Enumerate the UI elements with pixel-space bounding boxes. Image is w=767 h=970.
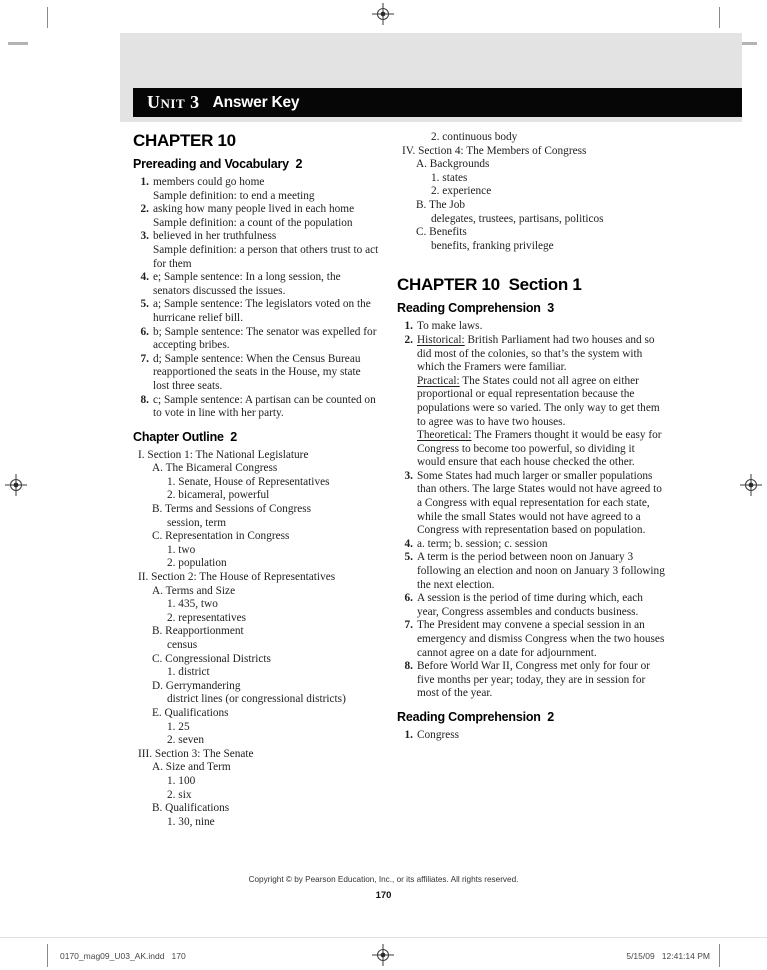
answer-item (397, 551, 665, 592)
answer-segment: Before World War II, Congress met only for four or five months per year; today, they are in session for most of the year. (417, 660, 651, 700)
answer-line (417, 729, 665, 743)
answer-segment: c; Sample sentence: A partisan can be counted on to vote in line with her party. (153, 393, 376, 420)
chapter-heading: CHAPTER 10 (133, 131, 236, 150)
answer-text (153, 326, 379, 353)
answer-item (133, 353, 379, 394)
outline-line: D. Gerrymandering (152, 679, 241, 692)
answer-item (397, 660, 665, 701)
outline-line: II. Section 2: The House of Representatives (138, 571, 336, 584)
answer-text (153, 271, 379, 298)
answer-number: 8. (140, 393, 149, 406)
answer-item (397, 470, 665, 538)
slug-datetime: 5/15/09 12:41:14 PM (626, 951, 710, 961)
answer-text (153, 353, 379, 394)
slug-divider (0, 937, 767, 938)
outline-line: III. Section 3: The Senate (138, 747, 254, 760)
answer-segment: Some States had much larger or smaller populations than others. The large States would not have agreed to a Congress with equal representation for each state, while the small States would not have agreed to a Congress with representation based on population. (417, 469, 662, 537)
answer-key-content (133, 131, 665, 829)
answer-number: 1. (140, 176, 149, 188)
answer-number: 6. (140, 325, 149, 338)
answer-line (153, 190, 379, 204)
crop-mark-bottom-right (719, 944, 720, 967)
answer-item (397, 619, 665, 660)
answer-line (153, 230, 379, 244)
answer-number: 7. (140, 352, 149, 365)
outline-line: 1. district (167, 666, 210, 679)
crop-dash-left (8, 42, 28, 45)
answer-number: 4. (140, 271, 149, 284)
outline-line: census (167, 639, 198, 651)
answer-line (417, 538, 665, 552)
outline-line: B. Reapportionment (152, 625, 244, 638)
chapter-heading: CHAPTER 10 Section 1 (397, 275, 582, 295)
answer-segment: d; Sample sentence: When the Census Bureau reapportioned the seats in the House, my state lost three seats. (153, 352, 361, 392)
outline-line: benefits, franking privilege (431, 239, 554, 252)
answer-number: 1. (404, 320, 413, 333)
answer-list (397, 320, 665, 701)
outline-line: 1. 25 (167, 720, 190, 733)
answer-line (417, 551, 665, 592)
outline-line: 2. population (167, 557, 227, 570)
outline-line: C. Benefits (416, 226, 467, 239)
outline-line: 1. two (167, 543, 196, 556)
answer-list (133, 176, 379, 421)
answer-number: 3. (140, 230, 149, 243)
answer-segment: Sample definition: to end a meeting (153, 189, 315, 202)
answer-item (133, 326, 379, 353)
answer-line (417, 334, 665, 375)
column-left (133, 131, 379, 829)
answer-line (417, 660, 665, 701)
answer-segment: believed in her truthfulness (153, 230, 277, 243)
answer-item (133, 271, 379, 298)
answer-number: 5. (404, 551, 413, 564)
answer-segment: asking how many people lived in each home (153, 203, 355, 216)
copyright-line: Copyright © by Pearson Education, Inc., or its affiliates. All rights reserved. (248, 875, 519, 884)
answer-segment: Practical: (417, 374, 460, 387)
answer-segment: A term is the period between noon on January 3 following an election and noon on January 3 following the next election. (417, 551, 665, 591)
answer-item (397, 320, 665, 334)
answer-line (417, 619, 665, 660)
outline-line: session, term (167, 516, 226, 529)
section-heading: Chapter Outline 2 (133, 429, 238, 444)
answer-line (153, 271, 379, 298)
page-number: 170 (375, 890, 392, 901)
outline-line: 1. Senate, House of Representatives (167, 475, 330, 488)
outline-block (133, 449, 379, 830)
outline-line: 2. seven (167, 734, 205, 747)
answer-item (133, 176, 379, 203)
outline-line: 2. representatives (167, 611, 247, 624)
answer-list (397, 729, 665, 743)
outline-line: E. Qualifications (152, 706, 229, 719)
outline-line: 1. states (431, 171, 468, 184)
outline-block (397, 131, 665, 253)
slug-filename: 0170_mag09_U03_AK.indd 170 (60, 951, 186, 961)
answer-number: 1. (404, 728, 413, 741)
answer-text (153, 394, 379, 421)
answer-line (153, 244, 379, 271)
answer-segment: The States could not all agree on either proportional or equal representation because the populations were so varied. The only way to get them to agree was to have two houses. (417, 374, 660, 428)
answer-line (153, 176, 379, 190)
answer-number: 8. (404, 660, 413, 673)
outline-line: I. Section 1: The National Legislature (138, 448, 309, 461)
answer-segment: e; Sample sentence: In a long session, the senators discussed the issues. (153, 271, 341, 297)
outline-line: 1. 435, two (167, 598, 218, 611)
answer-text (153, 203, 379, 230)
answer-segment: Historical: (417, 333, 465, 346)
outline-line: 2. bicameral, powerful (167, 489, 270, 502)
answer-item (133, 230, 379, 271)
answer-segment: Sample definition: a count of the population (153, 216, 353, 229)
answer-number: 5. (140, 298, 149, 311)
answer-line (153, 217, 379, 231)
unit-banner (133, 88, 742, 117)
answer-item (397, 538, 665, 552)
outline-line: C. Congressional Districts (152, 652, 271, 665)
answer-item (133, 394, 379, 421)
answer-line (153, 394, 379, 421)
answer-number: 2. (140, 203, 149, 216)
answer-line (153, 298, 379, 325)
answer-segment: Congress (417, 728, 460, 741)
answer-segment: Theoretical: (417, 429, 472, 442)
answer-text (417, 729, 665, 743)
column-right (397, 131, 665, 829)
answer-number: 6. (404, 592, 413, 605)
answer-segment: A session is the period of time during which, each year, Congress assembles and conducts business. (417, 592, 643, 618)
answer-text (417, 470, 665, 538)
outline-line: 1. 100 (167, 774, 196, 787)
answer-segment: Sample definition: a person that others trust to act for them (153, 243, 379, 270)
registration-mark-icon (740, 474, 762, 496)
answer-line (153, 353, 379, 394)
answer-text (153, 230, 379, 271)
answer-segment: members could go home (153, 176, 265, 188)
outline-line: 1. 30, nine (167, 815, 215, 828)
answer-item (133, 203, 379, 230)
outline-line: B. The Job (416, 198, 466, 211)
crop-mark-top-left (47, 7, 48, 28)
outline-line: A. The Bicameral Congress (152, 462, 278, 475)
outline-line: IV. Section 4: The Members of Congress (402, 144, 587, 157)
answer-item (397, 592, 665, 619)
answer-item (397, 334, 665, 470)
answer-item (133, 298, 379, 325)
answer-text (417, 320, 665, 334)
outline-line: A. Terms and Size (152, 584, 236, 597)
answer-segment: British Parliament had two houses and so did most of the colonies, so that’s the system with which the Framers were familiar. (417, 333, 655, 374)
answer-line (153, 203, 379, 217)
answer-number: 4. (404, 537, 413, 550)
answer-line (417, 320, 665, 334)
crop-mark-top-right (719, 7, 720, 28)
answer-item (397, 729, 665, 743)
outline-line: B. Terms and Sessions of Congress (152, 503, 312, 516)
answer-text (417, 660, 665, 701)
answer-text (153, 176, 379, 203)
section-heading: Prereading and Vocabulary 2 (133, 157, 303, 171)
outline-line: district lines (or congressional districts) (167, 693, 346, 706)
section-heading: Reading Comprehension 2 (397, 709, 555, 724)
section-heading: Reading Comprehension 3 (397, 301, 555, 316)
registration-mark-icon (372, 3, 394, 25)
answer-text (417, 619, 665, 660)
answer-text (417, 334, 665, 470)
answer-segment: a. term; b. session; c. session (417, 537, 548, 550)
outline-line: 2. six (167, 788, 192, 801)
answer-line (417, 470, 665, 538)
banner-title: Answer Key (212, 93, 300, 111)
outline-line: delegates, trustees, partisans, politicos (431, 212, 604, 225)
crop-mark-bottom-left (47, 944, 48, 967)
outline-line: A. Size and Term (152, 761, 231, 774)
answer-line (417, 375, 665, 429)
answer-number: 7. (404, 619, 413, 632)
answer-segment: b; Sample sentence: The senator was expelled for accepting bribes. (153, 325, 377, 352)
answer-segment: To make laws. (417, 320, 483, 333)
answer-line (153, 326, 379, 353)
answer-text (417, 551, 665, 592)
outline-line: C. Representation in Congress (152, 530, 290, 543)
answer-line (417, 429, 665, 470)
outline-line: B. Qualifications (152, 802, 230, 815)
answer-segment: The President may convene a special session in an emergency and dismiss Congress when the two houses cannot agree on a date for adjournment. (417, 619, 665, 659)
answer-segment: a; Sample sentence: The legislators voted on the hurricane relief bill. (153, 298, 371, 324)
registration-mark-icon (372, 944, 394, 966)
outline-line: A. Backgrounds (416, 158, 490, 171)
unit-label: Unit 3 (147, 92, 200, 112)
registration-mark-icon (5, 474, 27, 496)
outline-line: 2. experience (431, 185, 492, 198)
outline-line: 2. continuous body (431, 131, 518, 143)
answer-text (417, 538, 665, 552)
answer-number: 3. (404, 469, 413, 482)
answer-text (153, 298, 379, 325)
answer-number: 2. (404, 333, 413, 346)
answer-line (417, 592, 665, 619)
answer-segment: The Framers thought it would be easy for Congress to become too powerful, so dividing it would ensure that each house checked the other. (417, 429, 662, 469)
answer-text (417, 592, 665, 619)
